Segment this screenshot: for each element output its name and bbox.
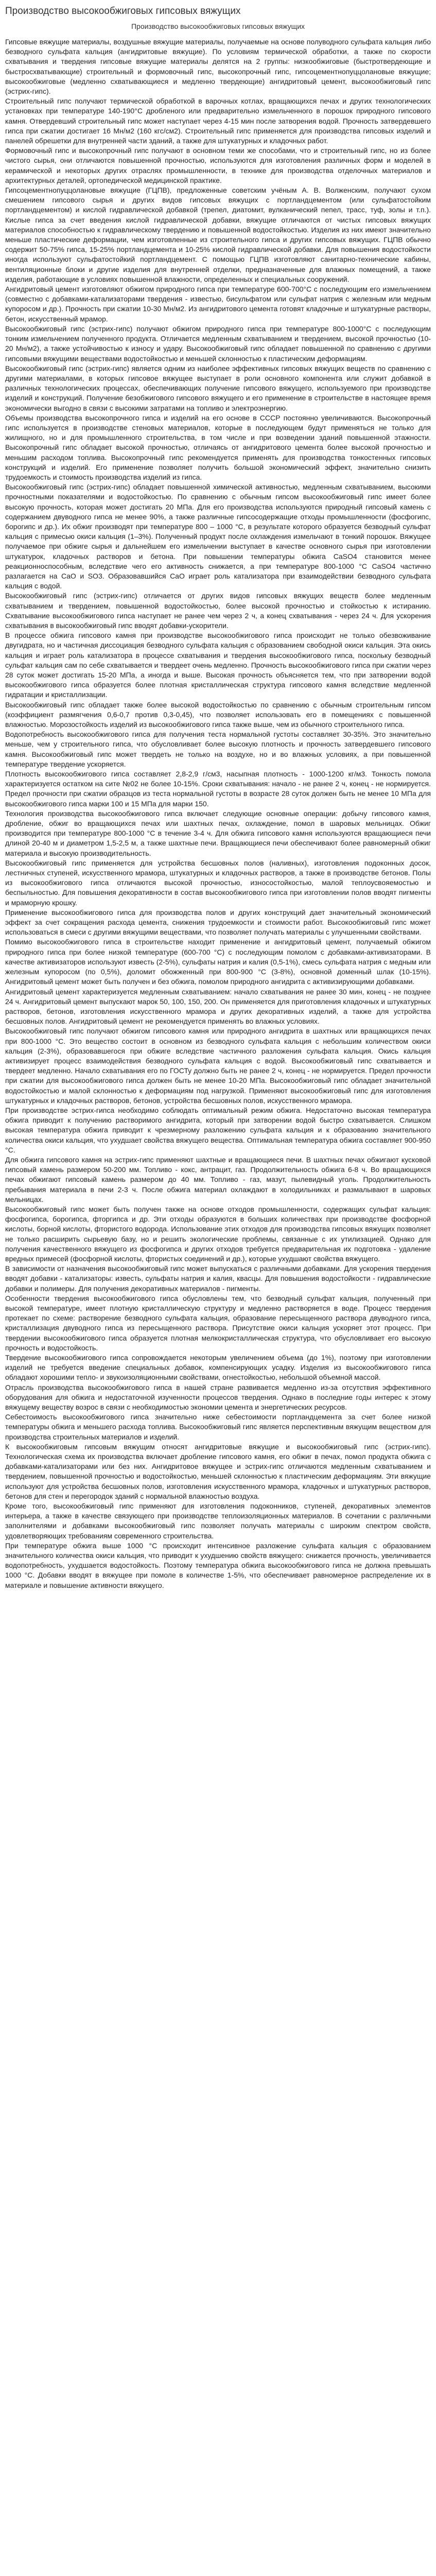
document-subtitle: Производство высокообжиговых гипсовых вяжущих xyxy=(131,22,305,30)
paragraph: В процессе обжига гипсового камня при производстве высокообжигового гипса происходит не только обезвоживание двугидрата, но и частичная диссоциация безводного сульфата кальция с образованием свободной окиси кальция. Эта окись кальция и играет роль катализатора в процессе схватывания и твердения высокообжигового гипса, поскольку безводный сульфат кальция сам по себе схватывается и твердеет очень медленно. Прочность высокообжигового гипса при сжатии через 28 суток может достигать 15-20 МПа, а иногда и выше. Высокая прочность объясняется тем, что при затворении водой высокообжигового гипса образуется более плотная кристаллическая структура гипсового камня вследствие медленной гидратации и кристаллизации. xyxy=(5,631,431,699)
paragraph: Высокообжиговый гипс (эстрих-гипс) является одним из наиболее эффективных гипсовых вяжущих веществ по сравнению с другими материалами, в которых гипсовое вяжущее выступает в роли основного компонента или служит добавкой в различных технологических процессах, обеспечивающих получение гипсового вяжущего, используемого при производстве изделий и конструкций. Получение безобжигового гипсового вяжущего и его применение в строительстве в настоящее время экономически выгодно в связи с высокими затратами на топливо и электроэнергию. xyxy=(5,364,431,412)
paragraph: Высокообжиговый гипс обладает также более высокой водостойкостью по сравнению с обычным строительным гипсом (коэффициент размягчения 0,6-0,7 против 0,3-0,45), что позволяет использовать его в помещениях с повышенной влажностью. Морозостойкость изделий из высокообжигового гипса также выше, чем из обычного строительного гипса. xyxy=(5,700,431,729)
paragraph: Помимо высокообжигового гипса в строительстве находит применение и ангидритовый цемент, получаемый обжигом природного гипса при более низкой температуре (600-700 °С) с последующим помолом с добавками-активизаторами. В качестве активизаторов используют известь (2-5%), сульфаты натрия и калия (0,5-1%), смесь сульфата натрия с медным или железным купоросом (по 0,5%), доломит обожженный при 800-900 °С (3-8%), основной доменный шлак (10-15%). Ангидритовый цемент может быть получен и без обжига, помолом природного ангидрита с активизирующими добавками. xyxy=(5,938,431,986)
paragraph: Особенности твердения высокообжигового гипса обусловлены тем, что безводный сульфат кальция, полученный при высокой температуре, имеет плотную кристаллическую структуру и медленно растворяется в воде. Процесс твердения протекает по схеме: растворение безводного сульфата кальция, образование пересыщенного раствора двуводного гипса, кристаллизация двуводного гипса из пересыщенного раствора. Присутствие окиси кальция ускоряет этот процесс. При твердении высокообжигового гипса образуется плотная мелкокристаллическая структура, что обусловливает его высокую прочность и водостойкость. xyxy=(5,1294,431,1352)
paragraph: Высокообжиговый гипс применяется для устройства бесшовных полов (наливных), изготовления подоконных досок, лестничных ступеней, искусственного мрамора, штукатурных и кладочных растворов, а также в производстве бетонов. Полы из высокообжигового гипса отличаются высокой прочностью, износостойкостью, малой теплоусвояемостью и беспыльностью. Для повышения декоративности в состав высокообжигового гипса при изготовлении полов вводят пигменты и мраморную крошку. xyxy=(5,858,431,907)
paragraph: Себестоимость высокообжигового гипса значительно ниже себестоимости портландцемента за счет более низкой температуры обжига и меньшего расхода топлива. Высокообжиговый гипс является перспективным вяжущим веществом для производства строительных материалов и изделий. xyxy=(5,1413,431,1441)
paragraph: При производстве эстрих-гипса необходимо соблюдать оптимальный режим обжига. Недостаточно высокая температура обжига приводит к получению растворимого ангидрита, который при затворении водой быстро схватывается. Слишком высокая температура обжига приводит к чрезмерному разложению сульфата кальция и к образованию значительного количества окиси кальция, что ухудшает свойства вяжущего вещества. Оптимальная температура обжига составляет 900-950 °С. xyxy=(5,1106,431,1154)
paragraph: В зависимости от назначения высокообжиговый гипс может выпускаться с различными добавками. Для ускорения твердения вводят добавки - катализаторы: известь, сульфаты натрия и калия, квасцы. Для повышения водостойкости - гидравлические добавки и полимеры. Для получения декоративных материалов - пигменты. xyxy=(5,1264,431,1293)
page-title: Производство высокообжиговых гипсовых вяжущих xyxy=(5,6,241,16)
paragraph: Гипсоцементнопуццолановые вяжущие (ГЦПВ), предложенные советским учёным А. В. Волженским, получают сухом смешением гипсового сырья и других видов гипсовых вяжущих с портландцементом (или сульфатостойким портландцементом) и кислой гидравлической добавкой (трепел, диатомит, вулканический пепел, трасс, туф, золы и т.п.). Кислые гипса за счет введения кислой гидравлической добавки, вяжущие отличаются от чистых гипсовых вяжущих материалов способностью к гидравлическому твердению и повышенной водостойкостью. Изделия из них имеют значительно меньше пластические деформации, чем изготовленные из строительного гипса и других гипсовых вяжущих. ГЦПВ обычно содержит 50-75% гипса, 15-25% портландцемента и 10-25% кислой гидравлической добавки. Для повышения водостойкости иногда используют сульфатостойкий портландцемент. С помощью ГЦПВ изготовляют санитарно-технические кабины, вентиляционные блоки и другие изделия для внутренней отделки, предназначенные для влажных помещений, а также изделия, работающие в условиях повышенной влажности, определенных и специальных сооружений. xyxy=(5,186,431,283)
paragraph: Кроме того, высокообжиговый гипс применяют для изготовления подоконников, ступеней, декоративных элементов интерьера, а также в качестве связующего при производстве теплоизоляционных материалов. В сочетании с различными заполнителями и добавками высокообжиговый гипс позволяет получать материалы с широким спектром свойств, удовлетворяющих требованиям современного строительства. xyxy=(5,1502,431,1540)
paragraph: Высокообжиговый гипс может быть получен также на основе отходов промышленности, содержащих сульфат кальция: фосфогипса, борогипса, фторгипса и др. Эти отходы образуются в больших количествах при производстве фосфорной кислоты, борной кислоты, фтористого водорода. Использование этих отходов для производства гипсовых вяжущих позволяет не только расширить сырьевую базу, но и решить экологические проблемы, связанные с их утилизацией. Однако для получения качественного вяжущего из фосфогипса и других отходов требуется предварительная их подготовка - удаление вредных примесей (фосфорной кислоты, фтористых соединений и др.), которые ухудшают свойства вяжущего. xyxy=(5,1205,431,1263)
paragraph: Высокообжиговый гипс (эстрих-гипс) отличается от других видов гипсовых вяжущих веществ более медленным схватыванием и твердением, повышенной водостойкостью, более высокой прочностью и стойкостью к истиранию. Схватывание высокообжигового гипса наступает не ранее чем через 2 ч, а конец схватывания - через 24 ч. Для ускорения схватывания в высокообжиговый гипс вводят добавки-ускорители. xyxy=(5,591,431,630)
paragraph: Водопотребность высокообжигового гипса для получения теста нормальной густоты составляет 30-35%. Это значительно меньше, чем у строительного гипса, что обусловливает более высокую плотность и прочность затвердевшего гипсового камня. Высокообжиговый гипс может твердеть не только на воздухе, но и во влажных условиях, а при повышенной температуре твердение ускоряется. xyxy=(5,730,431,768)
paragraph: Строительный гипс получают термической обработкой в варочных котлах, вращающихся печах и других технологических установках при температуре 140-190°С дробленого или предварительно измельченного в порошок природного гипсового камня. Отвердевший строительный гипс может наступает через 4-15 мин после затворения водой. Прочность затвердевшего гипса при сжатии достигает 16 Мн/м2 (160 кгс/см2). Строительный гипс применяется для производства гипсовых изделий и панелей обрешетки для внутренней части зданий, а также для штукатурных и кладочных работ. xyxy=(5,97,431,145)
paragraph: Формовочный гипс и высокопрочный гипс получают в основном теми же способами, что и строительный гипс, но из более чистого сырья, они отличаются повышенной прочностью, используются для изготовления различных форм и моделей в керамической и некоторых других отраслях промышленности, в технике для производства отделочных материалов и архитектурных деталей, ортопедической медицинской практике. xyxy=(5,146,431,184)
paragraph: Ангидритовый цемент характеризуется медленным схватыванием: начало схватывания не ранее 30 мин, конец - не позднее 24 ч. Ангидритовый цемент выпускают марок 50, 100, 150, 200. Он применяется для приготовления кладочных и штукатурных растворов, бетонов, изготовления искусственного мрамора и других декоративных изделий, а также для устройства бесшовных полов. Ангидритовый цемент не рекомендуется применять во влажных условиях. xyxy=(5,987,431,1026)
paragraph: Ангидритовый цемент изготовляют обжигом природного гипса при температуре 600-700°С с последующим его измельчением (совместно с добавками-катализаторами твердения - известью, бисульфатом или сульфат натрия с железным или медным купоросом и др.). Прочность при сжатии 10-30 Мн/м2. Из ангидритового цемента готовят кладочные и штукатурные растворы, бетон, искусственный мрамор. xyxy=(5,285,431,323)
paragraph: Твердение высокообжигового гипса сопровождается некоторым увеличением объема (до 1%), поэтому при изготовлении изделий не требуется введение специальных добавок, компенсирующих усадку. Изделия из высокообжигового гипса обладают хорошими тепло- и звукоизоляционными свойствами, огнестойкостью, небольшой объемной массой. xyxy=(5,1353,431,1382)
paragraph: Применение высокообжигового гипса для производства полов и других конструкций дает значительный экономический эффект за счет сокращения расхода цемента, снижения трудоемкости и стоимости работ. Высокообжиговый гипс может использоваться в смеси с другими вяжущими веществами, что позволяет получать материалы с улучшенными свойствами. xyxy=(5,908,431,937)
paragraph: Плотность высокообжигового гипса составляет 2,8-2,9 г/см3, насыпная плотность - 1000-1200 кг/м3. Тонкость помола характеризуется остатком на сите №02 не более 10-15%. Сроки схватывания: начало - не ранее 2 ч, конец - не нормируется. Предел прочности при сжатии образцов из теста нормальной густоты в возрасте 28 суток должен быть не менее 10 МПа для высокообжигового гипса марки 100 и 15 МПа для марки 150. xyxy=(5,770,431,808)
paragraph: Высокообжиговый гипс (эстрих-гипс) получают обжигом природного гипса при температуре 800-1000°С с последующим тонким измельчением полученного продукта. Отличается медленным схватыванием и твердением, высокой прочностью (10-20 Мн/м2), а также устойчивостью к износу и удару. Высокообжиговый гипс обладает повышенной по сравнению с другими гипсовыми вяжущими веществами водостойкостью и меньшей склонностью к пластическим деформациям. xyxy=(5,324,431,363)
paragraph: Отрасль производства высокообжигового гипса в нашей стране развивается медленно из-за отсутствия эффективного оборудования для обжига и недостаточной изученности процессов твердения. Однако в последние годы интерес к этому вяжущему веществу возрос в связи с необходимостью экономии цемента и энергетических ресурсов. xyxy=(5,1383,431,1412)
paragraph: Высокообжиговый гипс получают обжигом гипсового камня или природного ангидрита в шахтных или вращающихся печах при 800-1000 °С. Это вещество состоит в основном из безводного сульфата кальция с небольшим количеством окиси кальция (2-3%), образовавшегося при обжиге вследствие частичного разложения сульфата кальция. Окись кальция активизирует процесс взаимодействия безводного сульфата кальция с водой. Высокообжиговый гипс схватывается и твердеет медленно. Начало схватывания его по ГОСТу должно быть не ранее 2 ч, конец - не нормируется. Предел прочности при сжатии для высокообжигового гипса должен быть не менее 10-20 МПа. Высокообжиговый гипс обладает значительной водостойкостью и малой склонностью к деформациям под нагрузкой. Применяют высокообжиговый гипс для изготовления штукатурных и кладочных растворов, бетонов, устройства бесшовных полов, искусственного мрамора. xyxy=(5,1027,431,1105)
paragraph: При температуре обжига выше 1000 °С происходит интенсивное разложение сульфата кальция с образованием значительного количества окиси кальция, что приводит к ухудшению свойств вяжущего: снижается прочность, увеличивается водопотребность, ухудшается водостойкость. Поэтому температура обжига высокообжигового гипса не должна превышать 1000 °С. Добавки вводят в вяжущее при помоле в количестве 1-5%, что обеспечивает равномерное распределение их в материале и повышение активности вяжущего. xyxy=(5,1541,431,1589)
paragraph: Для обжига гипсового камня на эстрих-гипс применяют шахтные и вращающиеся печи. В шахтных печах обжигают кусковой гипсовый камень размером 50-200 мм. Топливо - кокс, антрацит, газ. Продолжительность обжига 6-8 ч. Во вращающихся печах обжигают гипсовый камень размером до 40 мм. Топливо - газ, мазут, пылевидный уголь. Продолжительность пребывания материала в печи 2-3 ч. После обжига материал охлаждают в холодильниках и размалывают в шаровых мельницах. xyxy=(5,1155,431,1204)
paragraph: Технология производства высокообжигового гипса включает следующие основные операции: добычу гипсового камня, дробление, обжиг во вращающихся печах или шахтных печах, охлаждение, помол в шаровых мельницах. Обжиг производится при температуре 800-1000 °С в течение 3-4 ч. Для обжига гипсового камня используются вращающиеся печи длиной 20-40 м и диаметром 1,5-2,5 м, а также шахтные печи. Вращающиеся печи обеспечивают более равномерный обжиг материала и высокую производительность. xyxy=(5,809,431,857)
paragraph: Гипсовые вяжущие материалы, воздушные вяжущие материалы, получаемые на основе полуводного сульфата кальция либо безводного сульфата кальция (ангидритовые вяжущие). По условиям термической обработки, а также по скорости схватывания и твердения гипсовые вяжущие материалы делятся на 2 группы: низкообжиговые (быстротвердеющие и быстросхватывающие) строительный и формовочный гипс, высокопрочный гипс, гипсоцементнопуццолановые вяжущие; высокообжиговые (медленно схватывающиеся и медленно твердеющие) ангидритовый цемент, высокообжиговый гипс (эстрих-гипс). xyxy=(5,38,431,96)
paragraph: Объемы производства высокопрочного гипса и изделий на его основе в СССР постоянно увеличиваются. Высокопрочный гипс используется в производстве стеновых материалов, которые в последующем будут применяться не только для жилищного, но и для промышленного строительства, в том числе и при возведении зданий повышенной этажности. Высокопрочный гипс обладает высокой прочностью, отличаясь от ангидритового цемента более высокой прочностью и меньшим расходом топлива. Высокопрочный гипс рекомендуется применять для производства тонкостенных гипсовых конструкций и изделий. Его применение позволяет получить большой экономический эффект, значительно снизить трудоемкость и стоимость производства изделий из гипса. xyxy=(5,413,431,481)
document-body xyxy=(5,37,431,1590)
paragraph: Высокообжиговый гипс (эстрих-гипс) обладает повышенной химической активностью, медленным схватыванием, высокими прочностными показателями и водостойкостью. По сравнению с обычным гипсом высокообжиговый гипс имеет более высокую прочность, которая может достигать 20 МПа. Для его производства используются природный гипсовый камень с содержанием двуводного гипса не менее 90%, а также различные гипсосодержащие отходы промышленности (фосфогипс, борогипс и др.). Их обжиг производят при температуре 800 – 1000 °С, в результате которого образуется безводный сульфат кальция с примесью окиси кальция (1–3%). Полученный продукт после охлаждения измельчают в тонкий порошок. Вяжущее получаемое при обжиге сырья и дальнейшем его измельчении выступает в качестве основного сырья при изготовлении штукатурок, кладочных растворов и бетона. При повышении температуры обжига CaSO4 становится менее реакционноспособным, вследствие чего его активность снижается, а при температуре 800-1000 °С CaSO4 частично разлагается на CaO и SO3. Образовавшийся CaO играет роль катализатора при взаимодействии безводного сульфата кальция с водой. xyxy=(5,483,431,590)
paragraph: К высокообжиговым гипсовым вяжущим относят ангидритовые вяжущие и высокообжиговый гипс (эстрих-гипс). Технологическая схема их производства включает дробление гипсового камня, его обжиг в печах, помол продукта обжига с добавками-катализаторами или без них. Ангидритовое вяжущее и эстрих-гипс отличаются медленным схватыванием и твердением, повышенной прочностью и водостойкостью, меньшей склонностью к пластическим деформациям. Эти вяжущие используют для устройства бесшовных полов, изготовления искусственного мрамора, кладочных и штукатурных растворов, бетонов для стен и перегородок зданий с нормальной влажностью воздуха. xyxy=(5,1442,431,1500)
